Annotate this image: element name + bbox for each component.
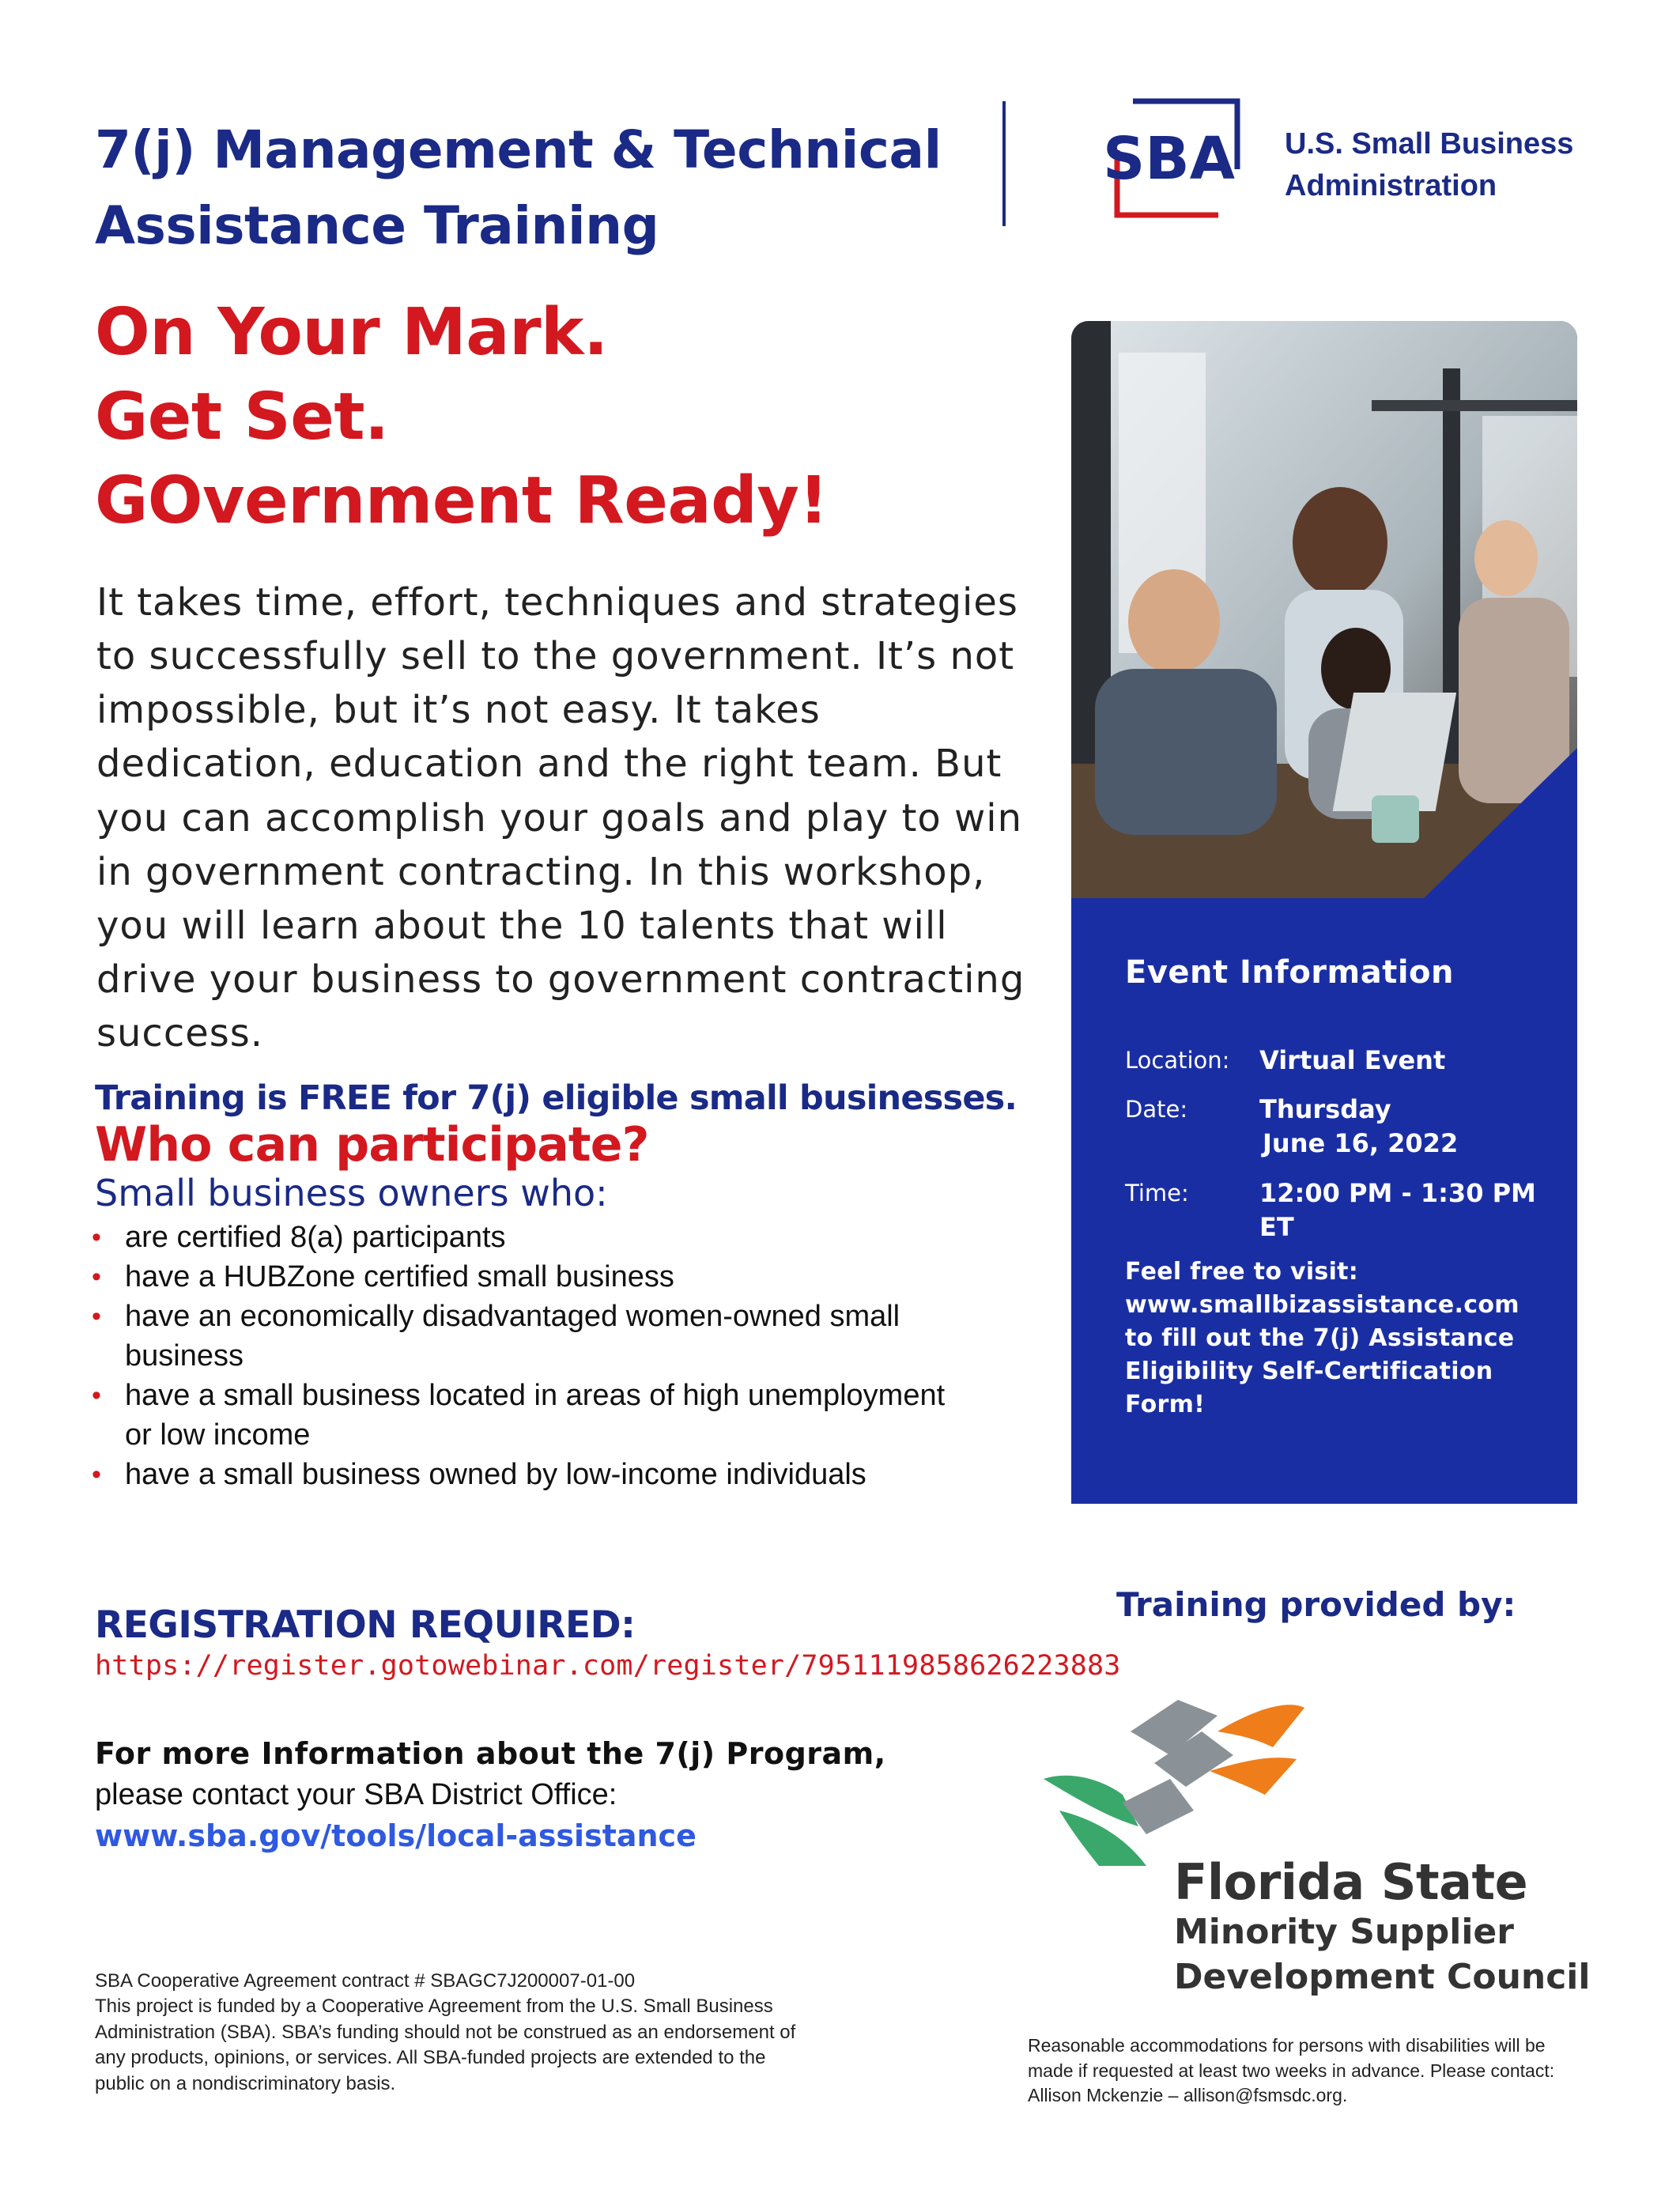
location-value: Virtual Event	[1259, 1045, 1446, 1075]
headline	[95, 291, 1044, 544]
legal-line-4: any products, opinions, or services. All SBA-funded projects are extended to the	[95, 2047, 766, 2069]
time-label: Time:	[1125, 1180, 1189, 1206]
note-line-5: Form!	[1125, 1391, 1206, 1418]
self-certification-note	[1125, 1256, 1552, 1422]
legal-line-2: This project is funded by a Cooperative Agreement from the U.S. Small Business	[95, 1996, 773, 2018]
headline-line-1: On Your Mark.	[95, 295, 608, 370]
legal-line-3: Administration (SBA). SBA’s funding should not be construed as an endorsement of	[95, 2021, 796, 2043]
registration-link[interactable]: https://register.gotowebinar.com/register/7951119858626223883	[95, 1650, 1121, 1682]
cooperative-agreement-disclaimer	[95, 1969, 870, 2097]
list-item: • have a HUBZone certified small business	[89, 1257, 958, 1297]
intro-paragraph: It takes time, effort, techniques and strategies to successfully sell to the government. It’s not impossible, but it’s not easy. It takes dedication, education and the right team. But you can accomplish your goals and play to win in government contracting. In this workshop, you will learn about the 10 talents that will drive your business to government contracting success.	[96, 580, 1025, 1056]
training-provided-heading: Training provided by:	[1116, 1585, 1516, 1624]
event-panel	[1071, 321, 1577, 1504]
fsmsdc-name-line-3: Development Council	[1174, 1956, 1591, 1997]
date-label: Date:	[1125, 1096, 1188, 1123]
time-value: 12:00 PM - 1:30 PM ET	[1259, 1178, 1536, 1243]
title-line-2: Assistance Training	[95, 194, 659, 256]
sba-logo	[1101, 95, 1244, 221]
more-info-text: For more Information about the 7(j) Program,	[95, 1736, 886, 1771]
header-divider	[1002, 101, 1006, 226]
registration-title: REGISTRATION REQUIRED:	[95, 1603, 636, 1647]
owners-heading: Small business owners who:	[95, 1172, 608, 1214]
event-info-title: Event Information	[1125, 954, 1454, 991]
date-value	[1259, 1093, 1458, 1161]
free-training-note: Training is FREE for 7(j) eligible small businesses.	[95, 1078, 1017, 1118]
team-meeting-photo	[1071, 321, 1577, 903]
fsmsdc-name-line-2: Minority Supplier	[1174, 1912, 1514, 1953]
headline-line-3: GOvernment Ready!	[95, 463, 829, 539]
headline-line-2: Get Set.	[95, 379, 389, 455]
date-text: June 16, 2022	[1263, 1128, 1459, 1159]
sba-name-line-1: U.S. Small Business	[1285, 127, 1574, 160]
accommodations-note: Reasonable accommodations for persons with disabilities will be made if requested at least two weeks in advance. Please contact: Allison Mckenzie – allison@fsmsdc.org.	[1028, 2035, 1555, 2106]
eligibility-list	[89, 1218, 958, 1494]
list-item: • are certified 8(a) participants	[89, 1218, 958, 1257]
contact-text: please contact your SBA District Office:	[95, 1778, 617, 1811]
who-can-participate-heading: Who can participate?	[95, 1117, 649, 1172]
sba-mark: SBA	[1103, 125, 1235, 193]
date-day: Thursday	[1259, 1094, 1391, 1124]
list-item: • have a small business located in areas of high unemployment or low income	[89, 1376, 958, 1455]
note-line-4: Eligibility Self-Certification	[1125, 1357, 1493, 1385]
sba-agency-name	[1285, 123, 1664, 207]
fsmsdc-name-line-1: Florida State	[1174, 1853, 1528, 1911]
list-item: • have a small business owned by low-income individuals	[89, 1455, 958, 1494]
sba-local-assistance-link[interactable]: www.sba.gov/tools/local-assistance	[95, 1818, 697, 1853]
legal-line-5: public on a nondiscriminatory basis.	[95, 2072, 396, 2094]
location-label: Location:	[1125, 1047, 1230, 1074]
fsmsdc-name	[1174, 1854, 1590, 1999]
note-line-3: to fill out the 7(j) Assistance	[1125, 1324, 1515, 1352]
fsmsdc-logo	[1036, 1684, 1304, 1866]
title-line-1: 7(j) Management & Technical	[95, 119, 942, 180]
note-link[interactable]: www.smallbizassistance.com	[1125, 1291, 1520, 1319]
note-line-1: Feel free to visit:	[1125, 1258, 1359, 1286]
list-item: • have an economically disadvantaged women-owned small business	[89, 1297, 958, 1376]
document-title	[95, 112, 988, 263]
legal-line-1: SBA Cooperative Agreement contract # SBAGC7J200007-01-00	[95, 1970, 636, 1992]
sba-name-line-2: Administration	[1285, 169, 1497, 203]
